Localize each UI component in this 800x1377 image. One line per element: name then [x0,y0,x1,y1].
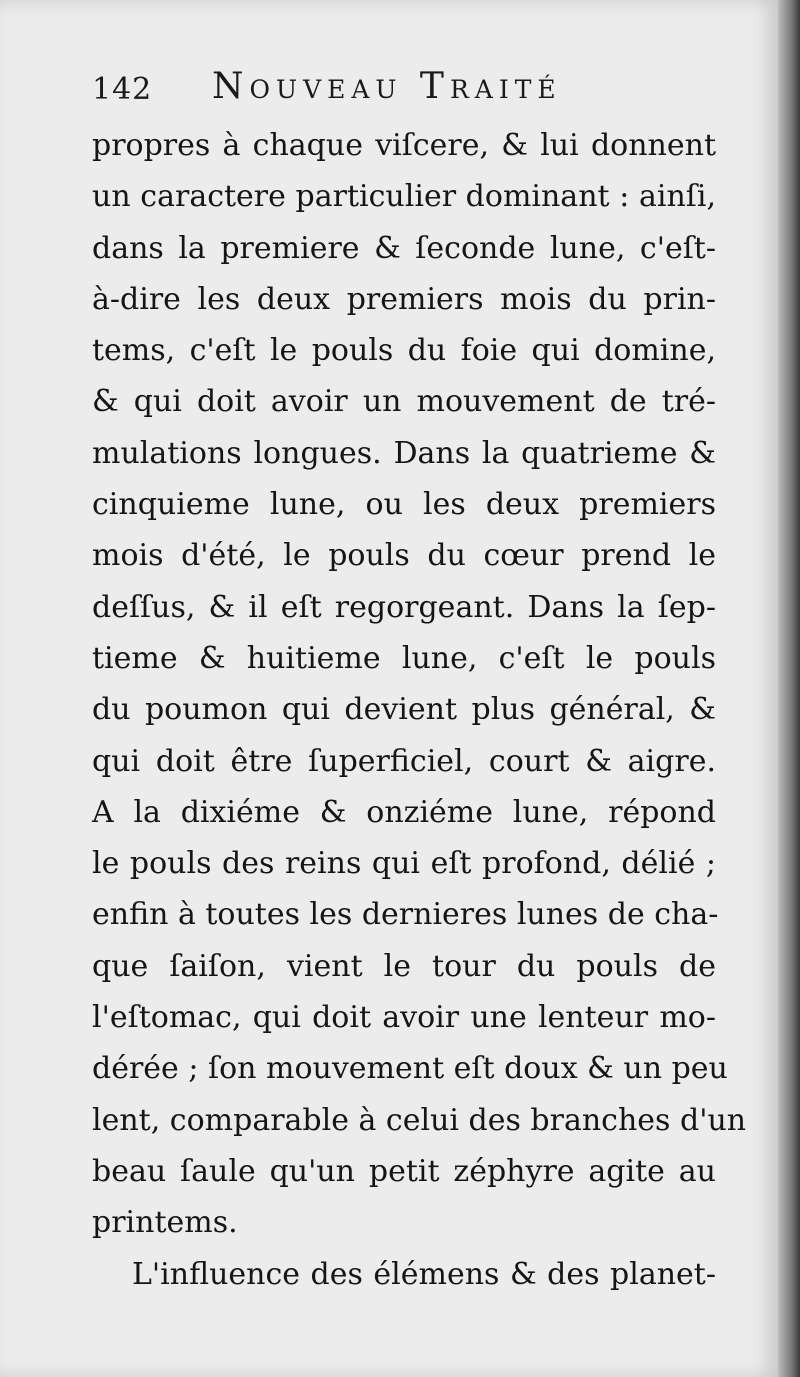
text-line: à-dire les deux premiers mois du prin- [92,281,716,317]
text-line: beau ſaule qu'un petit zéphyre agite au [92,1153,716,1189]
text-line: l'eſtomac, qui doit avoir une lenteur mo- [92,1000,716,1036]
text-line: tems, c'eſt le pouls du foie qui domine, [92,333,716,369]
body-text [92,120,747,1300]
paragraph-end-line: printems. [92,1205,238,1241]
text-line: dans la premiere & ſeconde lune, c'eſt- [92,230,716,266]
text-line: deſſus, & il eſt regorgeant. Dans la ſep- [92,589,716,625]
running-title: Nouveau Traité [212,66,562,107]
page-edge [778,0,800,1377]
text-line: propres à chaque viſcere, & lui donnent [92,128,716,163]
text-line: tieme & huitieme lune, c'eſt le pouls [92,640,716,676]
text-line: & qui doit avoir un mouvement de tré- [92,384,716,420]
page-number: 142 [92,72,153,107]
text-line: mois d'été, le pouls du cœur prend le [92,538,716,574]
text-line: dérée ; ſon mouvement eſt doux & un peu [92,1051,728,1087]
text-line: cinquieme lune, ou les deux premiers [92,487,716,523]
text-line: mulations longues. Dans la quatrieme & [92,435,716,471]
text-line: le pouls des reins qui eſt profond, délié ; [92,846,716,882]
text-line: enfin à toutes les dernieres lunes de cha- [92,897,719,933]
text-line: que ſaiſon, vient le tour du pouls de [92,948,716,984]
text-line: qui doit être ſuperficiel, court & aigre. [92,743,716,779]
text-line: un caractere particulier dominant : ainſi, [92,179,716,215]
paragraph-start-line: L'influence des élémens & des planet- [132,1256,716,1292]
text-line: du poumon qui devient plus général, & [92,692,716,728]
text-line: A la dixiéme & onziéme lune, répond [92,794,716,830]
text-line: lent, comparable à celui des branches d'un [92,1102,747,1138]
running-head [92,64,732,124]
